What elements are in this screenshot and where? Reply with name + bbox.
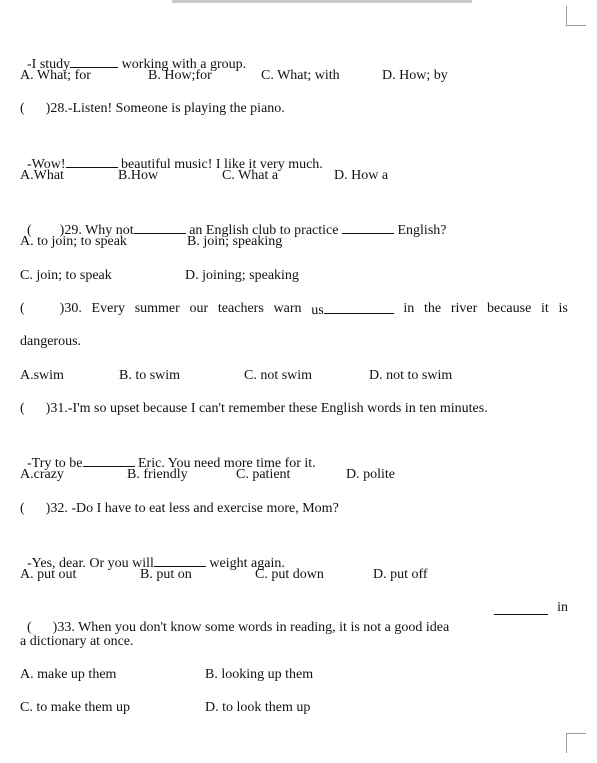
q31-dialog bbox=[20, 432, 316, 471]
q27-option-b: B. How;for bbox=[148, 68, 212, 83]
q32-stem: ( )32. -Do I have to eat less and exercise more, Mom? bbox=[20, 501, 339, 516]
q30-option-c: C. not swim bbox=[244, 368, 313, 383]
q29-option-d: D. joining; speaking bbox=[185, 268, 299, 283]
q33-stem-text-end: in bbox=[557, 600, 568, 615]
q31-dialog-text-start: -Try to be bbox=[27, 456, 83, 471]
q29-option-b: B. join; speaking bbox=[187, 234, 283, 249]
q31-stem: ( )31.-I'm so upset because I can't remember these English words in ten minutes. bbox=[20, 401, 488, 416]
q28-option-c: C. What a bbox=[222, 168, 279, 183]
q30-option-d: D. not to swim bbox=[369, 368, 453, 383]
q32-option-b: B. put on bbox=[140, 567, 192, 582]
q33-option-c: C. to make them up bbox=[20, 700, 131, 715]
page-corner-mark-bottom bbox=[566, 733, 586, 753]
q30-word: summer bbox=[134, 301, 180, 316]
q33-stem-text-start: ( )33. When you don't know some words in reading, it is not a good idea bbox=[27, 620, 450, 635]
q27-stem-text-start: -I study bbox=[27, 57, 71, 72]
q31-option-d: D. polite bbox=[346, 467, 395, 482]
q29-stem-text-start: ( )29. Why not bbox=[27, 223, 134, 238]
q27-stem bbox=[20, 33, 247, 72]
q33-option-a: A. make up them bbox=[20, 667, 117, 682]
q27-stem-text-end: working with a group. bbox=[118, 57, 247, 72]
q28-option-b: B.How bbox=[118, 168, 159, 183]
page-corner-mark-top bbox=[566, 6, 586, 26]
q30-stem-continued: dangerous. bbox=[20, 334, 82, 349]
q33-option-b: B. looking up them bbox=[205, 667, 314, 682]
q30-word: our bbox=[189, 301, 209, 316]
q28-dialog bbox=[20, 133, 323, 172]
q32-option-d: D. put off bbox=[373, 567, 428, 582]
q30-word-with-blank bbox=[311, 299, 393, 319]
q29-stem-text-end: English? bbox=[393, 223, 447, 238]
q28-option-d: D. How a bbox=[334, 168, 389, 183]
q33-stem bbox=[20, 598, 568, 635]
q27-option-c: C. What; with bbox=[261, 68, 340, 83]
q29-stem-text-middle: an English club to practice bbox=[185, 223, 342, 238]
q30-word: warn bbox=[273, 301, 302, 316]
q28-stem: ( )28.-Listen! Someone is playing the piano. bbox=[20, 101, 285, 116]
q32-option-a: A. put out bbox=[20, 567, 77, 582]
q32-dialog-text-end: weight again. bbox=[205, 556, 285, 571]
q29-option-c: C. join; to speak bbox=[20, 268, 112, 283]
answer-blank bbox=[494, 600, 548, 615]
q30-number: ( )30. bbox=[20, 301, 82, 316]
answer-blank bbox=[342, 219, 394, 234]
q30-word: teachers bbox=[217, 301, 264, 316]
q28-option-a: A.What bbox=[20, 168, 64, 183]
q30-word: us bbox=[311, 303, 324, 318]
q31-option-b: B. friendly bbox=[127, 467, 188, 482]
q30-word: it bbox=[541, 301, 549, 316]
q30-word: the bbox=[424, 301, 442, 316]
answer-blank bbox=[134, 219, 186, 234]
q33-stem-continued: a dictionary at once. bbox=[20, 634, 134, 649]
q31-option-c: C. patient bbox=[236, 467, 291, 482]
answer-blank bbox=[66, 153, 118, 168]
q29-stem bbox=[20, 199, 447, 238]
q30-word: river bbox=[450, 301, 478, 316]
q29-option-a: A. to join; to speak bbox=[20, 234, 127, 249]
q30-word: in bbox=[403, 301, 415, 316]
q30-word: Every bbox=[91, 301, 125, 316]
q30-word: because bbox=[486, 301, 532, 316]
page-top-edge bbox=[172, 0, 472, 3]
q30-word: is bbox=[558, 301, 568, 316]
q33-option-d: D. to look them up bbox=[205, 700, 311, 715]
answer-blank bbox=[324, 299, 394, 314]
q27-option-a: A. What; for bbox=[20, 68, 91, 83]
q30-option-a: A.swim bbox=[20, 368, 64, 383]
q32-dialog bbox=[20, 532, 285, 571]
q31-dialog-text-end: Eric. You need more time for it. bbox=[134, 456, 316, 471]
q31-option-a: A.crazy bbox=[20, 467, 64, 482]
q30-option-b: B. to swim bbox=[119, 368, 181, 383]
q28-dialog-text-start: -Wow! bbox=[27, 157, 66, 172]
q30-stem bbox=[20, 299, 568, 319]
q27-option-d: D. How; by bbox=[382, 68, 448, 83]
q32-dialog-text-start: -Yes, dear. Or you will bbox=[27, 556, 154, 571]
q32-option-c: C. put down bbox=[255, 567, 324, 582]
q28-dialog-text-end: beautiful music! I like it very much. bbox=[117, 157, 323, 172]
